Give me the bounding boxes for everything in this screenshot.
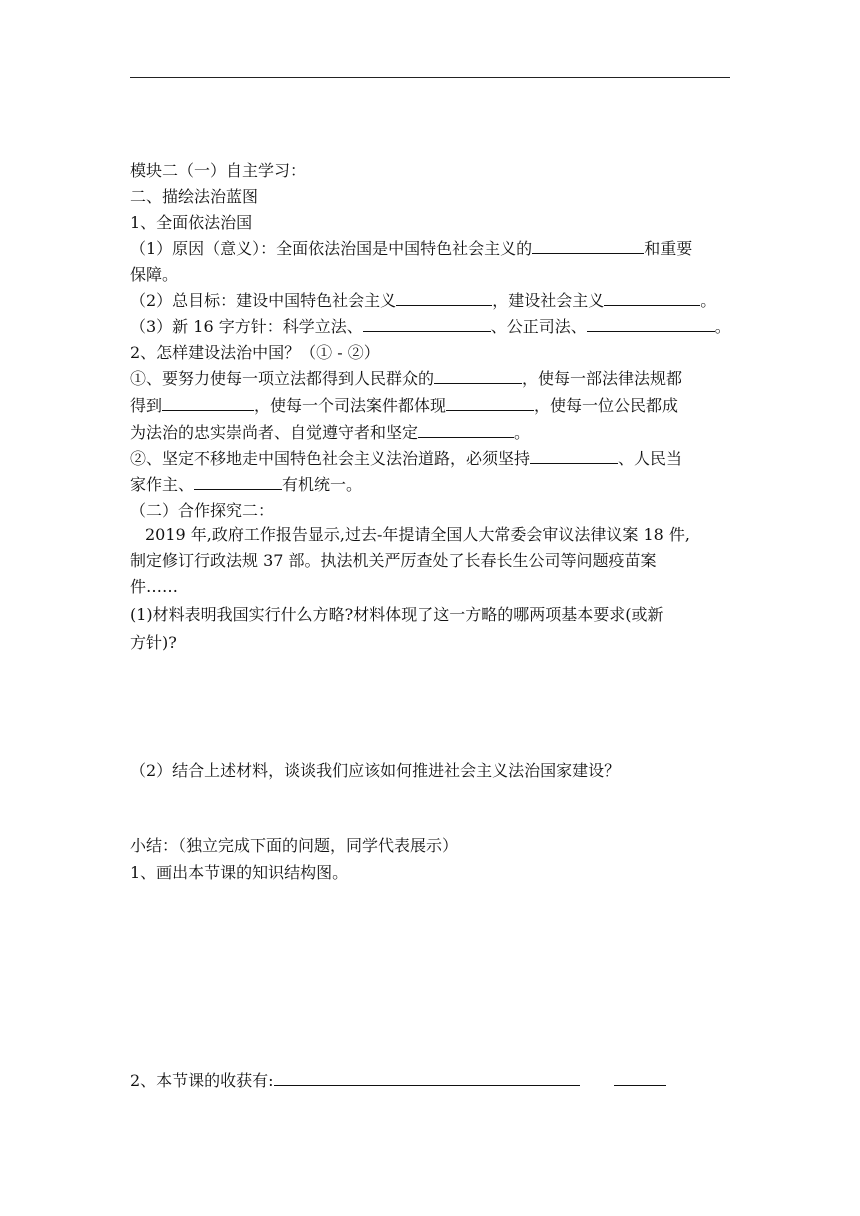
answer-blank-8[interactable]: [446, 395, 534, 411]
summary-heading: 小结：（独立完成下面的问题，同学代表展示）: [130, 836, 459, 855]
point-2-text-a: ②、坚定不移地走中国特色社会主义法治道路，必须坚持: [130, 449, 531, 468]
summary-item-2-label: 2、本节课的收获有:: [130, 1071, 274, 1090]
point-1-text-d: ，使每一个司法案件都体现: [254, 396, 447, 415]
answer-blank-12[interactable]: [274, 1070, 580, 1086]
question-1-label: （1）原因（意义）：全面依法治国是中国特色社会主义的: [130, 239, 533, 258]
question-analysis-2: （2）结合上述材料，谈谈我们应该如何推进社会主义法治国家建设？: [130, 761, 621, 780]
question-3-end: 。: [714, 317, 731, 336]
answer-blank-13[interactable]: [614, 1070, 666, 1086]
question-1-line: [130, 238, 730, 260]
question-2-end: 。: [700, 291, 717, 310]
material-line-3: 件……: [130, 577, 179, 596]
point-2-line-1: [130, 448, 730, 470]
answer-blank-4[interactable]: [363, 316, 491, 332]
header-rule: [130, 77, 730, 78]
point-2-line-2: [130, 474, 730, 496]
item2-title: 2、怎样建设法治中国？（① - ②）: [130, 343, 380, 362]
answer-blank-7[interactable]: [162, 395, 254, 411]
question-3-label: （3）新 16 字方针：科学立法、: [130, 317, 363, 336]
point-1-line-2: [130, 395, 730, 417]
point-1-text-e: ，使每一位公民都成: [534, 396, 679, 415]
question-1-continuation: 保障。: [130, 265, 179, 284]
question-analysis-1-line-1: (1)材料表明我国实行什么方略?材料体现了这一方略的哪两项基本要求(或新: [130, 605, 664, 624]
question-3-line: [130, 316, 730, 338]
question-analysis-1-line-2: 方针)?: [130, 633, 177, 652]
question-2-line: [130, 290, 730, 312]
cooperation-heading: （二）合作探究二：: [130, 501, 275, 520]
question-2-label: （2）总目标：建设中国特色社会主义: [130, 291, 397, 310]
point-1-text-f: 为法治的忠实崇尚者、自觉遵守者和坚定: [130, 423, 419, 442]
point-2-text-c: 家作主、: [130, 475, 195, 494]
section-title: 二、描绘法治蓝图: [130, 187, 259, 206]
answer-blank-6[interactable]: [434, 368, 522, 384]
point-1-text-b: ，使每一部法律法规都: [522, 369, 683, 388]
answer-blank-5[interactable]: [587, 316, 715, 332]
answer-blank-3[interactable]: [604, 290, 700, 306]
point-1-line-1: [130, 368, 730, 390]
point-2-text-b: 、人民当: [618, 449, 683, 468]
module-heading: 模块二（一）自主学习：: [130, 161, 307, 180]
item1-title: 1、全面依法治国: [130, 213, 253, 232]
point-2-text-d: 有机统一。: [282, 475, 363, 494]
question-1-after: 和重要: [644, 239, 693, 258]
summary-item-2-line: [130, 1070, 730, 1092]
question-3-mid: 、公正司法、: [490, 317, 587, 336]
answer-blank-1[interactable]: [532, 238, 644, 254]
summary-item-1: 1、画出本节课的知识结构图。: [130, 863, 349, 882]
point-1-text-g: 。: [514, 423, 531, 442]
question-2-mid: ，建设社会主义: [492, 291, 605, 310]
point-1-text-c: 得到: [130, 396, 163, 415]
answer-blank-10[interactable]: [530, 448, 618, 464]
answer-blank-9[interactable]: [418, 422, 514, 438]
point-1-text-a: ①、要努力使每一项立法都得到人民群众的: [130, 369, 435, 388]
answer-blank-11[interactable]: [194, 474, 282, 490]
material-line-1: 2019 年,政府工作报告显示,过去-年提请全国人大常委会审议法律议案 18 件,: [145, 525, 691, 544]
point-1-line-3: [130, 422, 730, 444]
answer-blank-2[interactable]: [396, 290, 492, 306]
material-line-2: 制定修订行政法规 37 部。执法机关严厉查处了长春长生公司等问题疫苗案: [130, 551, 657, 570]
